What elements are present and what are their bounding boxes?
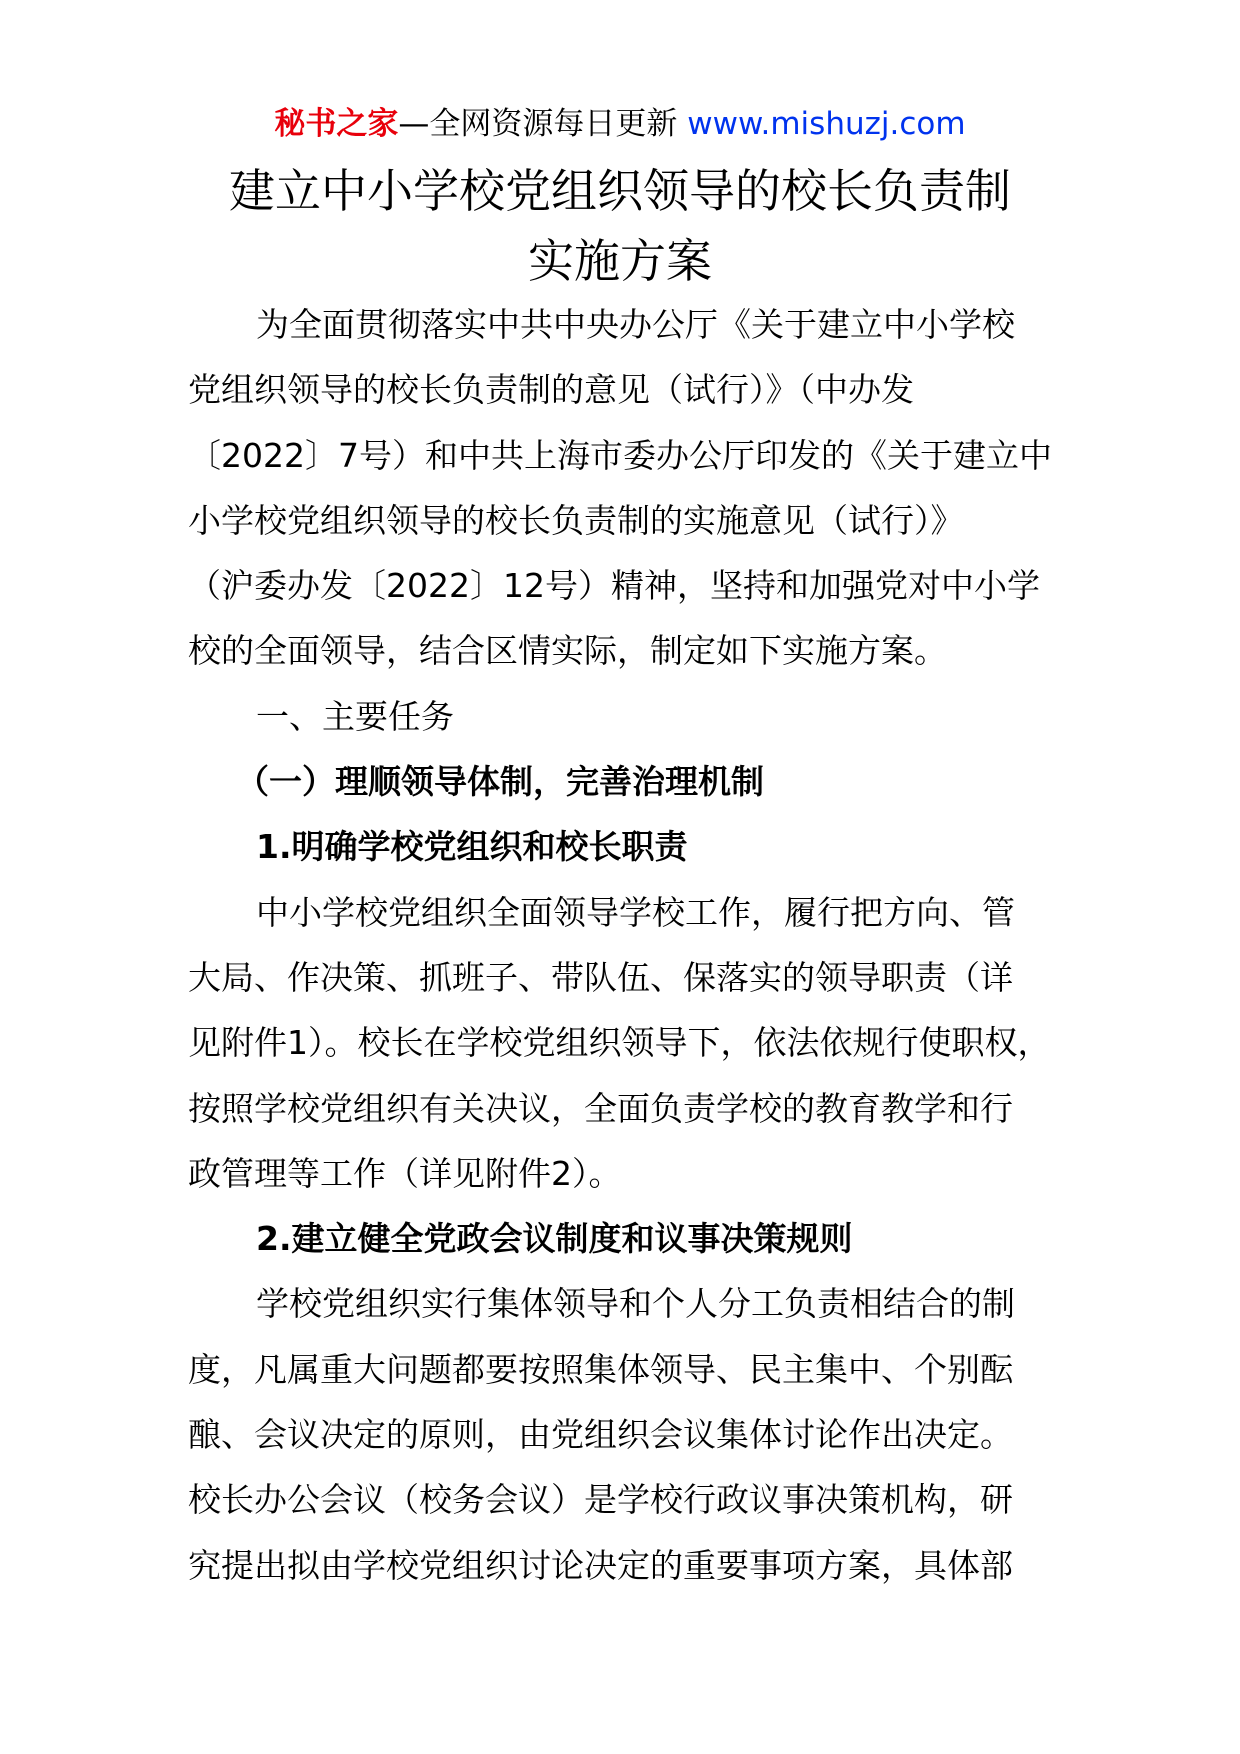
section-heading: 一、主要任务 (256, 696, 454, 736)
paragraph-line: 小学校党组织领导的校长负责制的实施意见（试行）》 (188, 500, 964, 540)
paragraph-line: 校的全面领导，结合区情实际，制定如下实施方案。 (188, 631, 947, 671)
paragraph-line: 度，凡属重大问题都要按照集体领导、民主集中、个别酝 (188, 1349, 1013, 1389)
paragraph-line: 校长办公会议（校务会议）是学校行政议事决策机构，研 (188, 1480, 1013, 1520)
document-title-line-1: 建立中小学校党组织领导的校长负责制 (229, 164, 1011, 218)
brand-name: 秘书之家 (274, 106, 399, 142)
document-title-line-2: 实施方案 (528, 234, 712, 288)
site-header (0, 102, 1240, 146)
paragraph-line: 〔2022〕7号）和中共上海市委办公厅印发的《关于建立中 (188, 435, 1052, 475)
item-heading: 1.明确学校党组织和校长职责 (256, 827, 688, 867)
item-heading: 2.建立健全党政会议制度和议事决策规则 (256, 1219, 853, 1259)
paragraph-line: 见附件1）。校长在学校党组织领导下，依法依规行使职权， (188, 1023, 1051, 1063)
document-body (188, 292, 1088, 1598)
paragraph-line: 为全面贯彻落实中共中央办公厅《关于建立中小学校 (256, 305, 1015, 344)
paragraph-line: 酿、会议决定的原则，由党组织会议集体讨论作出决定。 (188, 1415, 1013, 1455)
paragraph-line: 学校党组织实行集体领导和个人分工负责相结合的制 (256, 1284, 1015, 1324)
paragraph-line: 究提出拟由学校党组织讨论决定的重要事项方案，具体部 (188, 1545, 1013, 1585)
header-tagline: —全网资源每日更新 (398, 106, 688, 142)
paragraph-line: 政管理等工作（详见附件2）。 (188, 1153, 622, 1193)
paragraph-line: 大局、作决策、抓班子、带队伍、保落实的领导职责（详 (188, 957, 1013, 997)
paragraph-line: 按照学校党组织有关决议，全面负责学校的教育教学和行 (188, 1088, 1013, 1128)
paragraph-line: （沪委办发〔2022〕12号）精神，坚持和加强党对中小学 (188, 566, 1040, 606)
site-url-link[interactable]: www.mishuzj.com (687, 106, 966, 142)
paragraph-line: 党组织领导的校长负责制的意见（试行）》（中办发 (188, 370, 914, 410)
subsection-heading: （一）理顺领导体制，完善治理机制 (236, 762, 764, 802)
paragraph-line: 中小学校党组织全面领导学校工作，履行把方向、管 (256, 892, 1015, 932)
